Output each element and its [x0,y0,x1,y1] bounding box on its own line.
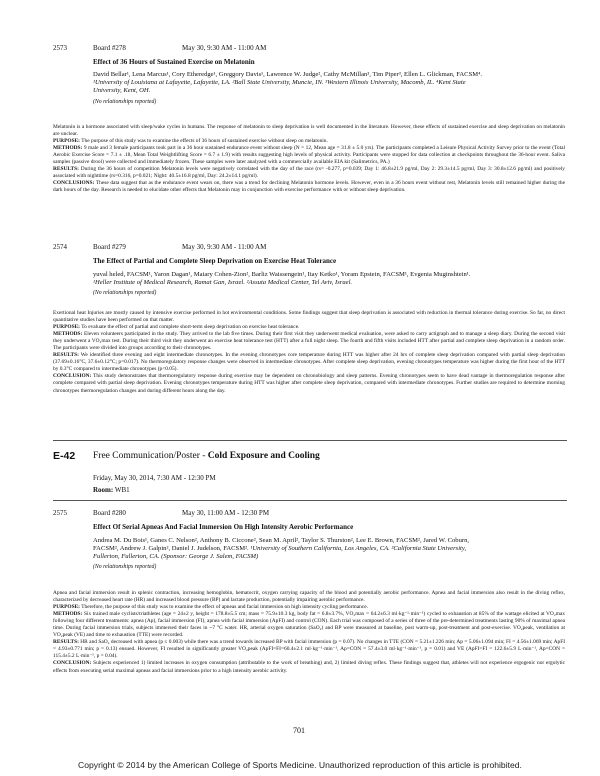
methods-text: Six trained male cyclists/triathletes (age = 24±2 y, height = 178.8±5.5 cm; mass = 75.9±10.3 kg, body fat = 6.8±3.7%, VO₂max = 64.2±6.3 ml·kg⁻¹·min⁻¹) cycled to exhaustion at 85% of the wattage elicited at VO₂max following four different treatments: apnea (Ap), facial immersion (FI), apnea with facial immersion (ApFI) and control (CON). Each trial was composed of a series of three of the pre-determined treatments lasting 90% of maximal apnea time. During facial immersion trials, subjects immersed their faces in ~7 °C water. HR, arterial oxygen saturation (SaO₂) and BP were measured at baseline, post warm-up, post-treatment and post-exercise. VO₂peak, ventilation at VO₂peak (VE) and time to exhaustion (TTE) were recorded. [53,611,565,639]
room-value: WB1 [113,486,130,494]
board-number: Board #279 [93,243,126,251]
section-label: CONCLUSION: [53,373,92,380]
relationships-note: (No relationships reported) [93,99,157,105]
results-text: HR and SaO₂ decreased with apnea (p ≤ 0.003) while there was a trend towards increased BP with facial immersion (p = 0.07). No changes in TTE (CON = 5.21±1.226 min; Ap = 5.06±1.094 min; FI = 4.56±1.069 min; ApFI = 4.93±0.771 min; p = 0.13) ensued. However, FI resulted in significantly greater VO₂peak (ApFI=FI=60.4±2.1 ml·kg⁻¹·min⁻¹, Ap=CON = 57.4±3.0 ml·kg⁻¹·min⁻¹, p = 0.01) and VE (ApFI=FI = 122.6±5.9 L·min⁻¹, Ap=CON = 115.4±5.2 L·min⁻¹, p = 0.04). [53,639,565,660]
section-label: METHODS: [53,611,83,618]
conclusions-text: These data suggest that as the endurance event wears on, there was a trend for declining Melatonin hormone levels. However, even in a 36 hours event without rest, Melatonin levels still remained higher during the dark hours of the day. Research is needed to elucidate other effects that Melatonin may in conjunction with exercise performance with or without sleep deprivation. [53,180,565,194]
author-list: Andrea M. Du Bois¹, Ganes C. Nelson², Anthony B. Ciccone², Sean M. April², Taylor S. Thurston², Lee E. Brown, FACSM², Jared W. Coburn, [93,537,470,544]
affiliations: ¹University of Louisiana at Lafayette, Lafayette, LA. ²Ball State University, Muncie, IN. ³Western Illinois University, Macomb, IL. ⁴Kent State [93,79,466,87]
presentation-time: May 30, 9:30 AM - 11:00 AM [182,44,267,52]
purpose-text: Therefore, the purpose of this study was to examine the effect of apneas and facial immersion on high intensity cycling performance. [81,604,368,611]
section-label: RESULTS: [53,352,79,359]
author-block [93,271,563,287]
affiliations: ¹Heller Institute of Medical Research, Ramat Gan, Israel. ²Assuta Medical Center, Tel Aviv, Israel. [93,279,353,287]
abstract-intro: Melatonin is a hormone associated with sleep/wake cycles in humans. The response of melatonin to sleep deprivation is well documented in the literature. However, these effects of sustained exercise and sleep deprivation on melatonin are unclear. [53,124,565,138]
purpose-text: To evaluate the effect of partial and complete short-term sleep deprivation on exercise heat tolerance. [81,324,300,331]
section-label: METHODS: [53,145,83,152]
session-divider-bottom [53,500,567,501]
affiliations: ¹University of Southern California, Los Angeles, CA. ²California State University, [250,545,467,553]
section-label: PURPOSE: [53,324,80,331]
relationships-note: (No relationships reported) [93,290,157,296]
session-room [93,486,130,494]
session-type: Free Communication/Poster - [93,451,208,461]
section-label: RESULTS: [53,639,79,646]
section-label: RESULTS: [53,166,79,173]
page-number: 701 [293,726,305,735]
session-code: E-42 [53,450,76,462]
abstract-number: 2575 [53,509,67,517]
board-number: Board #278 [93,44,126,52]
abstract-title: The Effect of Partial and Complete Sleep Deprivation on Exercise Heat Tolerance [93,257,337,265]
abstract-body [53,590,565,675]
methods-text: 9 male and 3 female participants took part in a 36 hour sustained endurance event without sleep (N = 12, Mean age = 31.8 ± 5.0 yrs). The participants completed a Leisure Physical Activity Survey prior to the event (Total Aerobic Exercise Score = 7.1 ± .18, Mean Total Weightlifting Score = 6.7 ± 1.9) with results suggesting high levels of physical activity. Participants were stopped for data collection at checkpoints throughout the 36-hour event. Saliva samples (passive drool) were collected and immediately frozen. These samples were later analyzed with a commercially available EIA kit (Salimetrics, PA.) [53,145,565,166]
author-list: David Bellar¹, Lena Marcus¹, Cory Etheredge¹, Greggory Davis¹, Lawrence W. Judge², Cathy McMillan³, Tim Piper³, Ellen L. Glickman, FACSM⁴. [93,71,483,78]
author-block [93,537,563,562]
author-list: yuval heled, FACSM¹, Yaron Dagan¹, Maiary Cohen-Zion², Barliz Waissengein¹, Itay Ketko¹, Yoram Epstein, FACSM¹, Evgenia Muginshtein¹. [93,271,471,278]
section-label: CONCLUSIONS: [53,180,95,187]
section-label: METHODS: [53,331,83,338]
abstract-title: Effect Of Serial Apneas And Facial Immersion On High Intensity Aerobic Performance [93,523,354,531]
session-date: Friday, May 30, 2014, 7:30 AM - 12:30 PM [93,474,216,482]
conclusions-text: Subjects experienced 1) limited increases in oxygen consumption (attributable to the work of breathing) and, 2) limited diving reflex. These findings suggest that, athletes will not experience ergogenic nor ergolytic effects from executing serial maximal apneas and facial immersions prior to a high intensity aerobic activity. [53,660,565,674]
room-label: Room: [93,486,114,494]
affiliations-cont: Fullerton, Fullerton, CA. (Sponsor: George J. Salem, FACSM) [93,553,259,561]
abstract-body [53,310,565,395]
session-divider [53,440,567,441]
author-list-cont: FACSM², Andrew J. Galpin², Daniel J. Judelson, FACSM². [93,545,249,553]
abstract-title: Effect of 36 Hours of Sustained Exercise on Melatonin [93,58,255,66]
results-text: During the 36 hours of competition Melatonin levels were negatively correlated with the day of the race (rs= -0.277, p=0.039; Day 1: 46.8±21.9 pg/ml, Day 2: 29.3±14.5 pg/ml, Day 3: 30.8±12.6 pg/ml) and positively associated with nighttime (rs=0.316, p=0.021; Night: 40.5±16.8 pg/ml, Day: 24.2±14.1 pg/ml). [53,166,566,180]
section-label: PURPOSE: [53,604,80,611]
affiliations-cont: University, Kent, OH. [93,87,151,95]
section-label: CONCLUSION: [53,660,92,667]
relationships-note: (No relationships reported) [93,564,157,570]
methods-text: Eleven volunteers participated in the study. They arrived to the lab five times. During their first visit they underwent medical evaluation, were asked to carry actigraph and to manage a sleep diary. During the second visit they underwent a VO₂max test. During their third visit they underwent an exercise heat tolerance test (HTT) after a full night sleep. The fourth and fifth visits included HTT after partial and complete sleep deprivation in a random order. The participants were divided into groups according to their chronotypes. [53,331,565,352]
author-block [93,71,563,96]
abstract-number: 2574 [53,243,67,251]
copyright-footer: Copyright © 2014 by the American College of Sports Medicine. Unauthorized reproduction of this article is prohibited. [78,760,522,770]
section-label: PURPOSE: [53,138,80,145]
conclusions-text: This study demonstrates that thermoregulatory response during exercise may be dependent on chronobiology and sleep patterns. Evening chronotypes seem to have dead vantage in thermoregulation response after complete compared with partial sleep deprivation. Evening chronotypes temperature during HTT was higher after complete sleep deprivation, compared with intermediate chronotypes. Further studies are required to determine morning chronotypes thermoregulation changes and during different hours along the day. [53,373,565,394]
abstract-number: 2573 [53,44,67,52]
abstract-intro: Apnea and facial immersion result in splenic contraction, increasing hemoglobin, hematocrit, oxygen carrying capacity of the blood and potentially aerobic performance. Apnea and facial immersion also result in the diving reflex, characterized by decreased heart rate (HR) and increased blood pressure (BP) and lactate production, potentially impairing aerobic performance. [53,590,565,604]
presentation-time: May 30, 9:30 AM - 11:00 AM [182,243,267,251]
session-title [93,451,320,461]
purpose-text: The purpose of this study was to examine the effects of 36 hours of sustained exercise without sleep on melatonin. [81,138,328,145]
presentation-time: May 30, 11:00 AM - 12:30 PM [182,509,270,517]
abstract-intro: Exertional heat Injuries are mostly caused by intensive exercise performed in hot environmental conditions. Some findings suggest that sleep deprivation is associated with reduction in thermal tolerance during exercise. So far, no direct quantitative studies have been performed on that matter. [53,310,565,324]
abstract-body [53,124,565,194]
results-text: We identified three evening and eight intermediate chronotypes. In the evening chronotypes core temperature during HTT was higher after 24 hrs of complete sleep deprivation compared with partial sleep deprivation (37.69±0.16°C, 37.6±0.12°C; p=0.017). No thermoregulatory response changes were observed in intermediate chronotypes. After complete sleep deprivation, evening chronotypes temperature was higher during the first hour of the HTT by 0.3°C compared to intermediate chronotypes (p<0.05). [53,352,565,373]
session-topic: Cold Exposure and Cooling [207,451,320,461]
board-number: Board #280 [93,509,126,517]
